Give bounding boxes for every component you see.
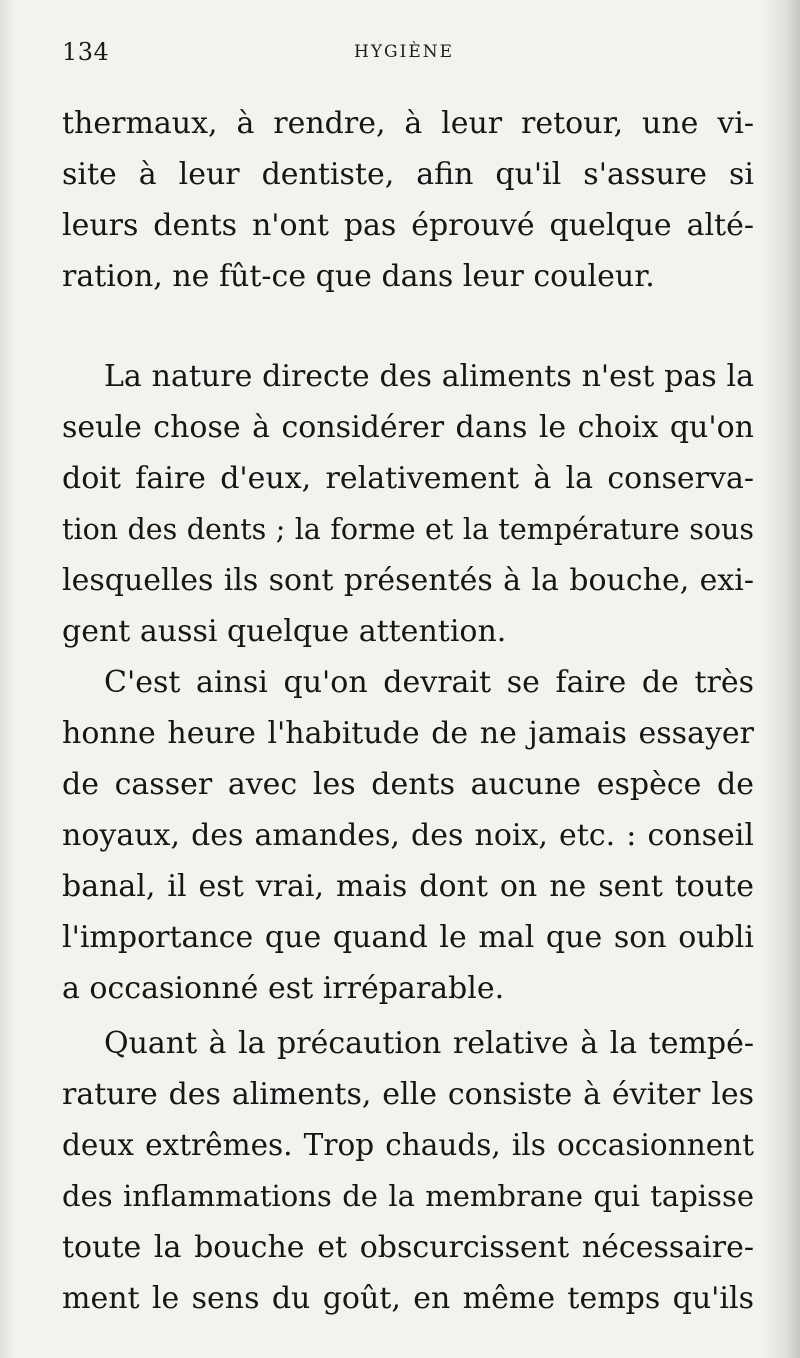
- text-line: a occasionné est irréparable.: [62, 971, 505, 1006]
- text-line: site à leur dentiste, afin qu'il s'assure si: [62, 157, 754, 192]
- text-line: La nature directe des aliments n'est pas la: [104, 359, 754, 394]
- text-line: de casser avec les dents aucune espèce de: [62, 767, 754, 802]
- paragraph: [62, 1018, 754, 1324]
- paragraph: [62, 98, 754, 302]
- text-line: tion des dents ; la forme et la température sous: [62, 513, 754, 546]
- text-line: gent aussi quelque attention.: [62, 614, 507, 649]
- text-line: deux extrêmes. Trop chauds, ils occasionnent: [62, 1128, 754, 1162]
- text-line: ration, ne fût-ce que dans leur couleur.: [62, 259, 655, 294]
- text-line: lesquelles ils sont présentés à la bouche, exi-: [62, 563, 754, 598]
- text-line: leurs dents n'ont pas éprouvé quelque alté-: [62, 208, 754, 243]
- text-line: C'est ainsi qu'on devrait se faire de très: [104, 665, 754, 700]
- page-right-shadow: [764, 0, 800, 1358]
- text-line: thermaux, à rendre, à leur retour, une vi-: [62, 106, 754, 141]
- text-line: rature des aliments, elle consiste à éviter les: [62, 1077, 754, 1112]
- text-line: des inflammations de la membrane qui tapisse: [62, 1179, 754, 1213]
- page-header: [62, 38, 752, 78]
- text-line: ment le sens du goût, en même temps qu'ils: [62, 1281, 754, 1316]
- text-line: noyaux, des amandes, des noix, etc. : conseil: [62, 818, 754, 853]
- page-left-shadow: [0, 0, 14, 1358]
- text-line: Quant à la précaution relative à la tempé-: [104, 1026, 754, 1061]
- paragraph-gap: [62, 302, 754, 351]
- page-number: 134: [62, 38, 110, 66]
- text-line: doit faire d'eux, relativement à la conserva-: [62, 461, 754, 496]
- paragraph: [62, 657, 754, 1014]
- body-text: [62, 98, 754, 1324]
- running-head: HYGIÈNE: [354, 42, 455, 62]
- text-line: toute la bouche et obscurcissent nécessaire-: [62, 1230, 754, 1265]
- text-line: l'importance que quand le mal que son oubli: [62, 920, 754, 955]
- text-line: seule chose à considérer dans le choix qu'on: [62, 410, 754, 445]
- paragraph: [62, 351, 754, 657]
- text-line: honne heure l'habitude de ne jamais essayer: [62, 716, 754, 751]
- text-line: banal, il est vrai, mais dont on ne sent toute: [62, 869, 754, 904]
